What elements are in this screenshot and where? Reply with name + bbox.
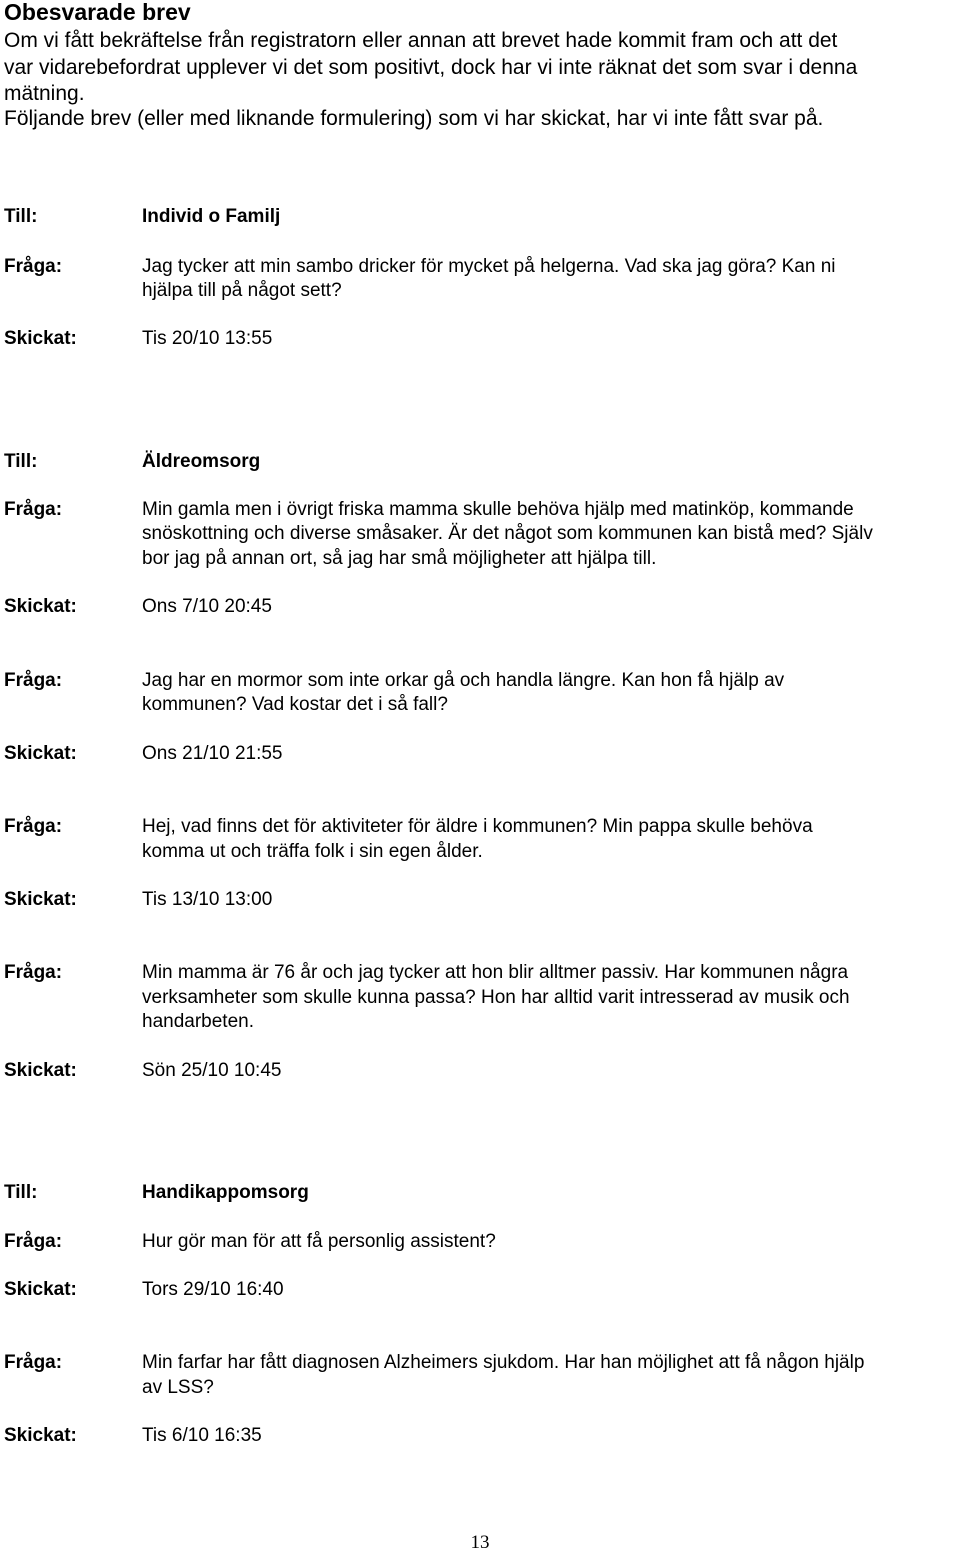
question-text: snöskottning och diverse småsaker. Är det något som kommunen kan bistå med? Själv [142,523,873,544]
question-text: Hur gör man för att få personlig assistent? [142,1231,496,1252]
page-number: 13 [470,1532,490,1553]
question-label: Fråga: [4,1231,63,1252]
recipient: Individ o Familj [142,206,281,227]
sent-timestamp: Ons 21/10 21:55 [142,743,283,764]
recipient: Äldreomsorg [142,451,261,472]
question-text: Hej, vad finns det för aktiviteter för äldre i kommunen? Min pappa skulle behöva [142,816,813,837]
sent-label: Skickat: [4,328,77,349]
sent-timestamp: Tis 20/10 13:55 [142,328,273,349]
to-label: Till: [4,451,38,472]
question-label: Fråga: [4,816,63,837]
sent-label: Skickat: [4,743,77,764]
question-text: hjälpa till på något sett? [142,280,342,301]
sent-label: Skickat: [4,1425,77,1446]
question-text: Min mamma är 76 år och jag tycker att hon blir alltmer passiv. Har kommunen några [142,962,849,983]
sent-timestamp: Ons 7/10 20:45 [142,596,272,617]
intro-line: var vidarebefordrat upplever vi det som positivt, dock har vi inte räknat det som svar i denna [4,56,858,79]
intro-line: Följande brev (eller med liknande formulering) som vi har skickat, har vi inte fått svar på. [4,107,824,130]
to-label: Till: [4,1182,38,1203]
sent-label: Skickat: [4,1279,77,1300]
page-heading: Obesvarade brev [4,0,191,25]
question-text: handarbeten. [142,1011,254,1032]
sent-timestamp: Tors 29/10 16:40 [142,1279,284,1300]
question-text: kommunen? Vad kostar det i så fall? [142,694,448,715]
intro-line: mätning. [4,82,85,105]
sent-label: Skickat: [4,1060,77,1081]
sent-timestamp: Tis 6/10 16:35 [142,1425,262,1446]
sent-timestamp: Sön 25/10 10:45 [142,1060,282,1081]
question-label: Fråga: [4,670,63,691]
question-text: Min gamla men i övrigt friska mamma skulle behöva hjälp med matinköp, kommande [142,499,854,520]
question-label: Fråga: [4,256,63,277]
question-label: Fråga: [4,1352,63,1373]
question-text: bor jag på annan ort, så jag har små möjligheter att hjälpa till. [142,548,657,569]
question-label: Fråga: [4,499,63,520]
question-text: komma ut och träffa folk i sin egen ålder. [142,841,483,862]
question-text: av LSS? [142,1377,214,1398]
question-text: Jag har en mormor som inte orkar gå och handla längre. Kan hon få hjälp av [142,670,785,691]
question-label: Fråga: [4,962,63,983]
question-text: Jag tycker att min sambo dricker för mycket på helgerna. Vad ska jag göra? Kan ni [142,256,836,277]
question-text: Min farfar har fått diagnosen Alzheimers sjukdom. Har han möjlighet att få någon hjälp [142,1352,865,1373]
sent-label: Skickat: [4,889,77,910]
question-text: verksamheter som skulle kunna passa? Hon har alltid varit intresserad av musik och [142,987,850,1008]
to-label: Till: [4,206,38,227]
recipient: Handikappomsorg [142,1182,309,1203]
sent-timestamp: Tis 13/10 13:00 [142,889,273,910]
sent-label: Skickat: [4,596,77,617]
intro-line: Om vi fått bekräftelse från registratorn eller annan att brevet hade kommit fram och att det [4,29,838,52]
